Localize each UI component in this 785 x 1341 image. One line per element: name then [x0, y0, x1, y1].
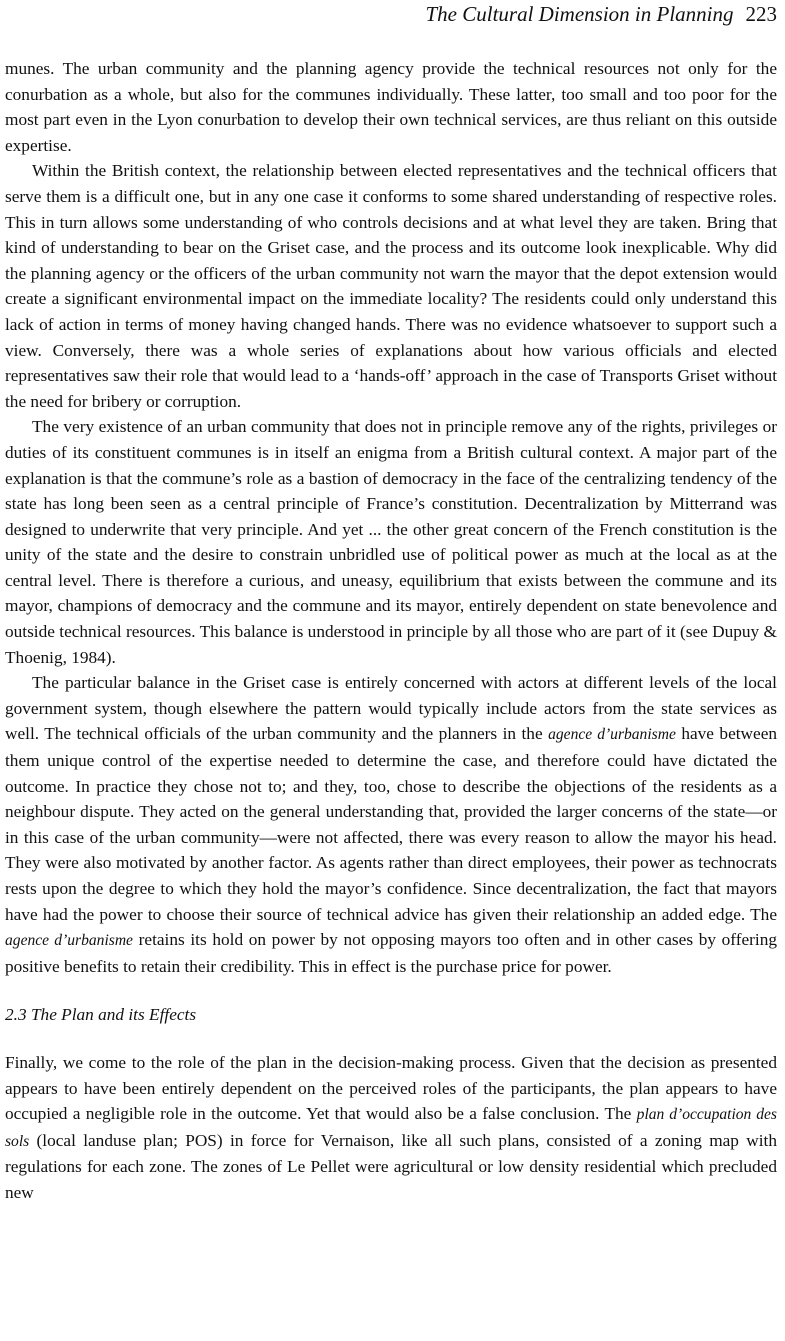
- paragraph-4: [5, 670, 777, 979]
- italic-term: agence d’urbanisme: [5, 932, 133, 950]
- page-number: 223: [745, 2, 777, 26]
- italic-term: agence d’urbanisme: [548, 726, 676, 744]
- page-body: [5, 56, 777, 1206]
- section-number: 2.3: [5, 1005, 27, 1025]
- italic-term: plan d’occupation des sols: [5, 1106, 777, 1150]
- section-heading: [5, 1002, 777, 1028]
- paragraph-4-text-b: have between them unique control of the expertise needed to determine the case, and therefore could have dictated the outcome. In practice they chose not to; and they, too, chose to describe the objections of the residents as a neighbour dispute. They acted on the general understanding that, provided the larger concerns of the state—or in this case of the urban community—were not affected, there was every reason to allow the mayor his head. They were also motivated by another factor. As agents rather than direct employees, their power as technocrats rests upon the degree to which they hold the mayor’s confidence. Since decentralization, the fact that mayors have had the power to choose their source of technical advice has given their relationship an added edge. The: [5, 724, 777, 924]
- paragraph-1: munes. The urban community and the planning agency provide the technical resources not only for the conurbation as a whole, but also for the communes individually. These latter, too small and too poor for the most part even in the Lyon conurbation to develop their own technical services, are thus reliant on this outside expertise.: [5, 59, 777, 155]
- paragraph-3: The very existence of an urban community that does not in principle remove any of the rights, privileges or duties of its constituent communes is in itself an enigma from a British cultural context. A major part of the explanation is that the commune’s role as a bastion of democracy in the face of the centralizing tendency of the state has long been seen as a central principle of France’s constitution. Decentralization by Mitterrand was designed to underwrite that very principle. And yet ... the other great concern of the French constitution is the unity of the state and the desire to constrain unbridled use of political power as much at the local as at the central level. There is therefore a curious, and uneasy, equilibrium that exists between the commune and its mayor, champions of democracy and the commune and its mayor, entirely dependent on state benevolence and outside technical resources. This balance is understood in principle by all those who are part of it (see Dupuy & Thoenig, 1984).: [5, 417, 777, 667]
- section-title: The Plan and its Effects: [30, 1005, 197, 1025]
- running-title: The Cultural Dimension in Planning: [425, 2, 734, 26]
- paragraph-5-text-b: (local landuse plan; POS) in force for Vernaison, like all such plans, consisted of a zoning map with regulations for each zone. The zones of Le Pellet were agricultural or low density residential which precluded new: [5, 1130, 777, 1202]
- paragraph-5-text-a: Finally, we come to the role of the plan in the decision-making process. Given that the decision as presented appears to have been entirely dependent on the perceived roles of the participants, the plan appears to have occupied a negligible role in the outcome. Yet that would also be a false conclusion. The: [5, 1052, 777, 1124]
- paragraph-4-text-a: The particular balance in the Griset case is entirely concerned with actors at different levels of the local government system, though elsewhere the pattern would typically include actors from the state services as well. The technical officials of the urban community and the planners in the: [5, 673, 777, 744]
- paragraph-5: [5, 1050, 777, 1206]
- paragraph-4-text-c: retains its hold on power by not opposing mayors too often and in other cases by offering positive benefits to retain their credibility. This in effect is the purchase price for power.: [5, 930, 777, 976]
- running-header: [0, 2, 777, 27]
- paragraph-2: Within the British context, the relationship between elected representatives and the technical officers that serve them is a difficult one, but in any one case it conforms to some shared understanding of respective roles. This in turn allows some understanding of who controls decisions and at what level they are taken. Bring that kind of understanding to bear on the Griset case, and the process and its outcome look inexplicable. Why did the planning agency or the officers of the urban community not warn the mayor that the depot extension would create a significant environmental impact on the immediate locality? The residents could only understand this lack of action in terms of money having changed hands. There was no evidence whatsoever to support such a view. Conversely, there was a whole series of explanations about how various officials and elected representatives saw their role that would lead to a ‘hands-off’ approach in the case of Transports Griset without the need for bribery or corruption.: [5, 161, 777, 411]
